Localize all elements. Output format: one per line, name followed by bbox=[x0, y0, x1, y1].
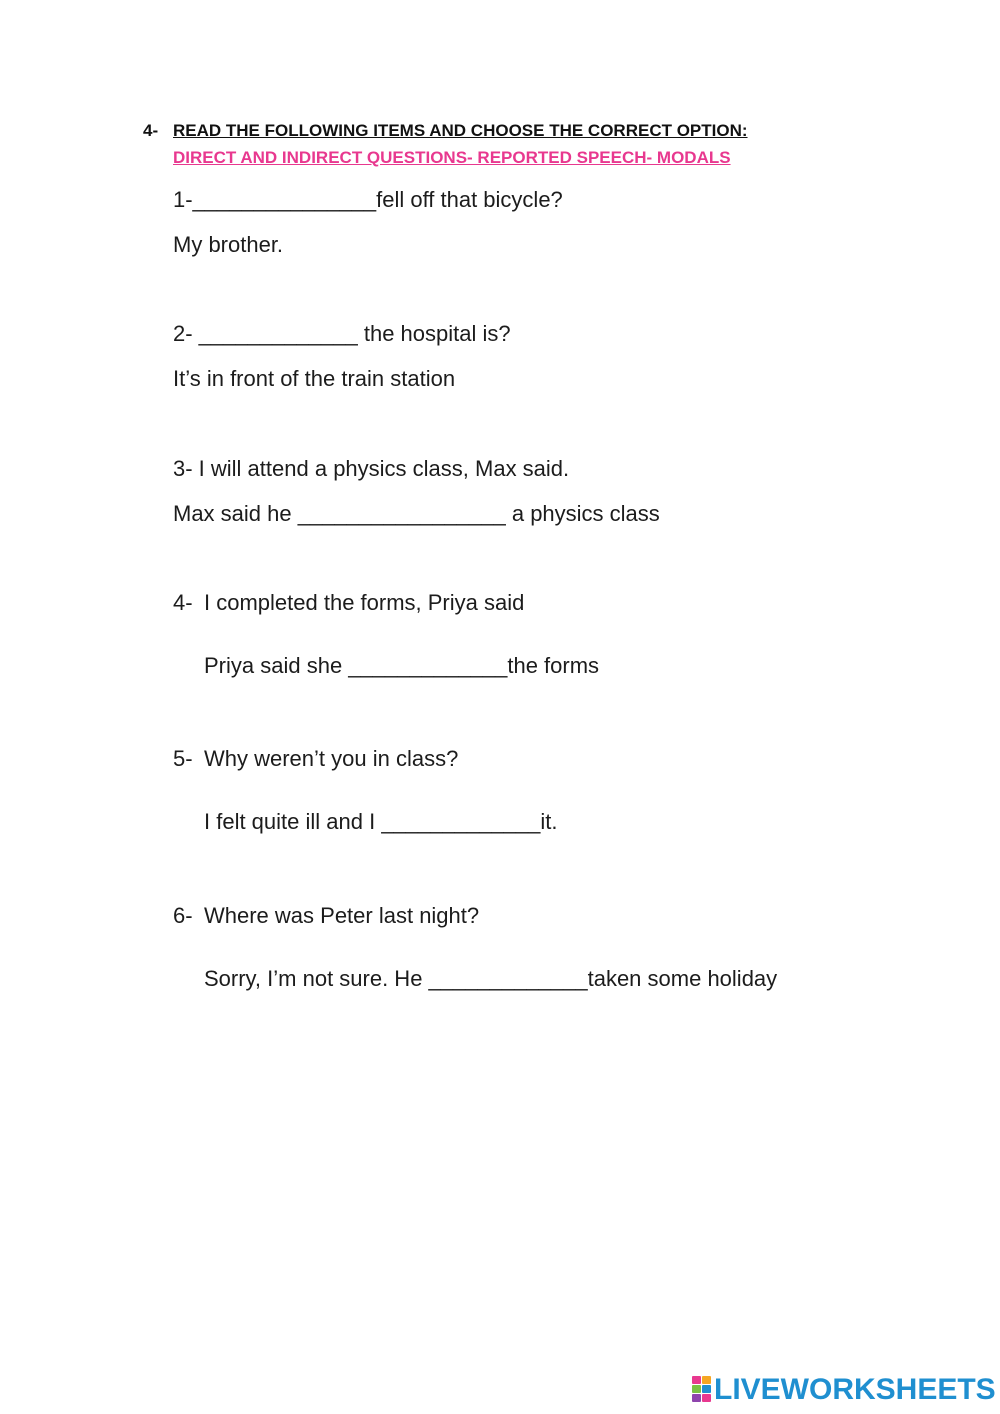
item-2-answer: It’s in front of the train station bbox=[173, 366, 456, 391]
item-4-number: 4- bbox=[173, 590, 193, 615]
item-4-answer: Priya said she _____________the forms bbox=[204, 653, 600, 678]
item-4-question: I completed the forms, Priya said bbox=[204, 590, 525, 615]
item-5-question: Why weren’t you in class? bbox=[204, 746, 459, 771]
section-title: READ THE FOLLOWING ITEMS AND CHOOSE THE CORRECT OPTION: bbox=[173, 121, 748, 140]
liveworksheets-blocks-icon bbox=[692, 1376, 712, 1404]
item-5-answer: I felt quite ill and I _____________it. bbox=[204, 809, 558, 834]
section-subtitle: DIRECT AND INDIRECT QUESTIONS- REPORTED SPEECH- MODALS bbox=[173, 148, 731, 167]
item-1-answer: My brother. bbox=[173, 232, 284, 257]
item-2-question: 2- _____________ the hospital is? bbox=[173, 321, 511, 346]
item-3-answer: Max said he _________________ a physics class bbox=[173, 501, 660, 526]
section-number: 4- bbox=[143, 121, 159, 140]
liveworksheets-logo bbox=[692, 1373, 996, 1407]
item-6-question: Where was Peter last night? bbox=[204, 903, 480, 928]
item-3-question: 3- I will attend a physics class, Max said. bbox=[173, 456, 570, 481]
item-6-answer: Sorry, I’m not sure. He _____________taken some holiday bbox=[204, 966, 778, 991]
item-1-question: 1-_______________fell off that bicycle? bbox=[173, 187, 563, 212]
logo-text: LIVEWORKSHEETS bbox=[714, 1373, 996, 1406]
item-6-number: 6- bbox=[173, 903, 193, 928]
item-5-number: 5- bbox=[173, 746, 193, 771]
